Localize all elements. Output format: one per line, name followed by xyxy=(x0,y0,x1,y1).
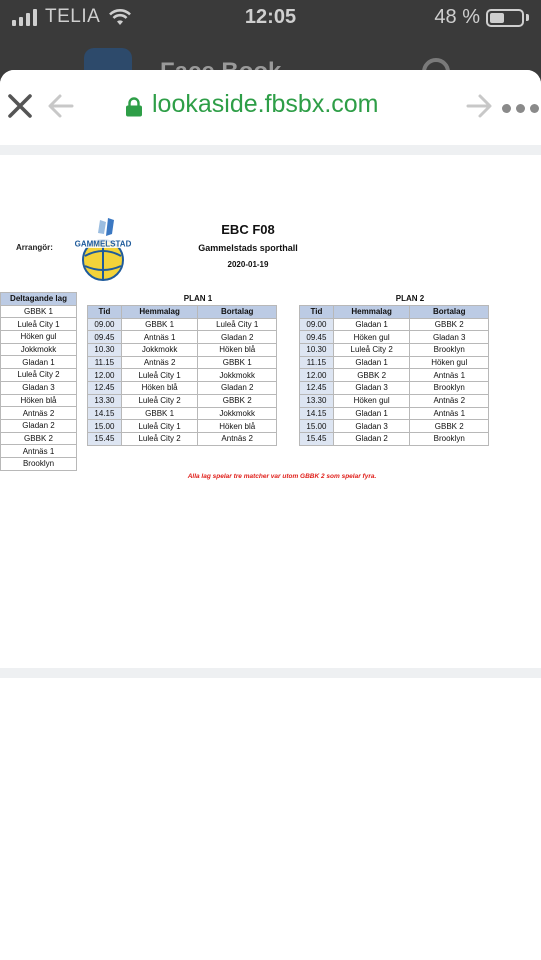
team-name: Gladan 2 xyxy=(1,419,77,432)
home-team: Höken gul xyxy=(333,331,410,344)
status-bar xyxy=(0,0,541,36)
away-team: Antnäs 2 xyxy=(198,432,277,445)
home-team: GBBK 1 xyxy=(121,407,198,420)
away-team: GBBK 2 xyxy=(410,318,489,331)
team-row xyxy=(1,343,77,356)
match-row xyxy=(300,407,489,420)
match-row xyxy=(88,420,277,433)
away-team: GBBK 2 xyxy=(410,420,489,433)
match-time: 12.00 xyxy=(88,369,122,382)
match-row xyxy=(300,331,489,344)
match-time: 09.00 xyxy=(88,318,122,331)
home-team: Gladan 1 xyxy=(333,407,410,420)
team-row xyxy=(1,407,77,420)
team-row xyxy=(1,394,77,407)
browser-toolbar xyxy=(0,70,541,146)
battery-icon xyxy=(486,9,524,27)
away-team: Antnäs 1 xyxy=(410,407,489,420)
match-row xyxy=(300,356,489,369)
plan2-title: PLAN 2 xyxy=(395,294,425,303)
away-team: Höken gul xyxy=(410,356,489,369)
away-team: Antnäs 2 xyxy=(410,394,489,407)
match-time: 12.45 xyxy=(300,382,334,395)
team-row xyxy=(1,457,77,470)
away-team: Brooklyn xyxy=(410,344,489,357)
away-team: Antnäs 1 xyxy=(410,369,489,382)
team-row xyxy=(1,381,77,394)
match-row xyxy=(88,318,277,331)
match-time: 15.45 xyxy=(88,432,122,445)
home-team: Luleå City 1 xyxy=(121,420,198,433)
away-team: Gladan 3 xyxy=(410,331,489,344)
away-team: Jokkmokk xyxy=(198,407,277,420)
home-team: Gladan 3 xyxy=(333,382,410,395)
match-time: 09.00 xyxy=(300,318,334,331)
home-team: Gladan 1 xyxy=(333,318,410,331)
lock-icon xyxy=(125,97,143,117)
away-team: Luleå City 1 xyxy=(198,318,277,331)
team-row xyxy=(1,356,77,369)
match-row xyxy=(88,369,277,382)
browser-sheet xyxy=(0,70,541,960)
event-title: EBC F08 xyxy=(221,222,275,237)
team-name: GBBK 1 xyxy=(1,305,77,318)
team-name: Jokkmokk xyxy=(1,343,77,356)
home-team: Antnäs 2 xyxy=(121,356,198,369)
team-name: Gladan 1 xyxy=(1,356,77,369)
away-team: Brooklyn xyxy=(410,432,489,445)
close-icon[interactable] xyxy=(4,90,36,122)
teams-header: Deltagande lag xyxy=(1,293,77,306)
team-name: Brooklyn xyxy=(1,457,77,470)
match-row xyxy=(88,356,277,369)
match-row xyxy=(300,394,489,407)
match-row xyxy=(88,331,277,344)
team-name: Antnäs 1 xyxy=(1,445,77,458)
document-header xyxy=(180,222,316,269)
carrier-label: TELIA xyxy=(45,6,101,27)
home-team: GBBK 2 xyxy=(333,369,410,382)
home-team: Luleå City 1 xyxy=(121,369,198,382)
match-row xyxy=(88,394,277,407)
match-time: 15.45 xyxy=(300,432,334,445)
team-row xyxy=(1,432,77,445)
home-team: Höken gul xyxy=(333,394,410,407)
home-team: Gladan 1 xyxy=(333,356,410,369)
match-time: 15.00 xyxy=(300,420,334,433)
club-logo xyxy=(70,216,136,284)
teams-table xyxy=(0,292,77,471)
battery-percent: 48 % xyxy=(434,6,480,28)
plan1-column-header: Tid xyxy=(88,306,122,319)
team-name: Höken blå xyxy=(1,394,77,407)
url-text[interactable]: lookaside.fbsbx.com xyxy=(152,90,379,118)
away-team: GBBK 2 xyxy=(198,394,277,407)
schedule-note: Alla lag spelar tre matcher var utom GBBK 2 som spelar fyra. xyxy=(187,473,377,480)
home-team: Gladan 3 xyxy=(333,420,410,433)
home-team: Antnäs 1 xyxy=(121,331,198,344)
match-row xyxy=(300,369,489,382)
team-row xyxy=(1,318,77,331)
plan1-table xyxy=(87,305,277,446)
home-team: Gladan 2 xyxy=(333,432,410,445)
home-team: Luleå City 2 xyxy=(121,432,198,445)
event-venue: Gammelstads sporthall xyxy=(198,243,298,253)
back-arrow-icon[interactable] xyxy=(46,92,76,120)
logo-text: GAMMELSTAD xyxy=(74,239,132,249)
away-team: Höken blå xyxy=(198,344,277,357)
away-team: Gladan 2 xyxy=(198,331,277,344)
plan1-column-header: Bortalag xyxy=(198,306,277,319)
team-row xyxy=(1,305,77,318)
team-name: Höken gul xyxy=(1,331,77,344)
match-time: 09.45 xyxy=(300,331,334,344)
plan2-column-header: Bortalag xyxy=(410,306,489,319)
match-row xyxy=(88,344,277,357)
clock: 12:05 xyxy=(244,6,297,28)
forward-arrow-icon[interactable] xyxy=(464,92,494,120)
home-team: Luleå City 2 xyxy=(121,394,198,407)
match-time: 11.15 xyxy=(88,356,122,369)
plan2-table xyxy=(299,305,489,446)
match-time: 12.00 xyxy=(300,369,334,382)
match-row xyxy=(88,432,277,445)
match-row xyxy=(300,382,489,395)
match-time: 11.15 xyxy=(300,356,334,369)
away-team: Höken blå xyxy=(198,420,277,433)
team-row xyxy=(1,331,77,344)
home-team: GBBK 1 xyxy=(121,318,198,331)
team-row xyxy=(1,419,77,432)
team-row xyxy=(1,369,77,382)
team-name: Luleå City 1 xyxy=(1,318,77,331)
match-time: 10.30 xyxy=(88,344,122,357)
team-name: GBBK 2 xyxy=(1,432,77,445)
team-name: Gladan 3 xyxy=(1,381,77,394)
away-team: Gladan 2 xyxy=(198,382,277,395)
organizer-label: Arrangör: xyxy=(16,243,53,252)
plan1-title: PLAN 1 xyxy=(183,294,213,303)
match-time: 12.45 xyxy=(88,382,122,395)
team-row xyxy=(1,445,77,458)
away-team: Brooklyn xyxy=(410,382,489,395)
match-time: 14.15 xyxy=(300,407,334,420)
away-team: Jokkmokk xyxy=(198,369,277,382)
plan2-column-header: Hemmalag xyxy=(333,306,410,319)
divider xyxy=(0,668,541,678)
home-team: Luleå City 2 xyxy=(333,344,410,357)
match-row xyxy=(300,420,489,433)
team-name: Luleå City 2 xyxy=(1,369,77,382)
match-row xyxy=(88,382,277,395)
team-name: Antnäs 2 xyxy=(1,407,77,420)
match-time: 15.00 xyxy=(88,420,122,433)
more-options-icon[interactable] xyxy=(502,104,539,113)
match-row xyxy=(300,344,489,357)
event-date: 2020-01-19 xyxy=(227,260,269,269)
plan1-column-header: Hemmalag xyxy=(121,306,198,319)
match-time: 09.45 xyxy=(88,331,122,344)
divider xyxy=(0,145,541,155)
home-team: Höken blå xyxy=(121,382,198,395)
match-time: 13.30 xyxy=(88,394,122,407)
match-time: 10.30 xyxy=(300,344,334,357)
match-time: 14.15 xyxy=(88,407,122,420)
home-team: Jokkmokk xyxy=(121,344,198,357)
match-row xyxy=(300,432,489,445)
plan2-column-header: Tid xyxy=(300,306,334,319)
away-team: GBBK 1 xyxy=(198,356,277,369)
match-row xyxy=(88,407,277,420)
match-time: 13.30 xyxy=(300,394,334,407)
match-row xyxy=(300,318,489,331)
